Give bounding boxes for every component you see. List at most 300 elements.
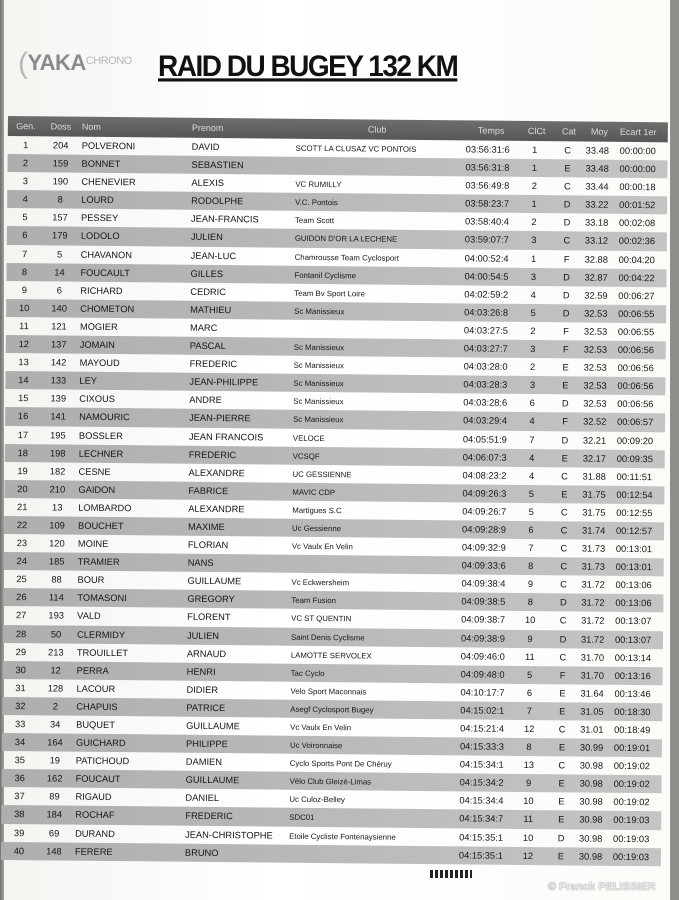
cell-ecart: 00:18:49 — [614, 724, 651, 736]
cell-temps: 04:09:33:6 — [461, 560, 506, 571]
cell-prenom: MATHIEU — [190, 304, 232, 315]
cell-temps: 04:03:28:3 — [463, 379, 508, 391]
cell-doss: 69 — [48, 827, 60, 839]
cell-clc: 6 — [526, 687, 533, 698]
cell-cat: D — [561, 434, 569, 445]
cell-cat: E — [558, 814, 565, 825]
cell-gen: 29 — [15, 646, 27, 657]
cell-ecart: 00:04:20 — [618, 254, 655, 265]
cell-nom: GUICHARD — [75, 737, 126, 749]
cell-nom: CHAPUIS — [76, 701, 118, 712]
cell-clc: 8 — [527, 597, 533, 608]
cell-club: Cyclo Sports Pont De Chéruy — [289, 758, 392, 769]
cell-cat: E — [562, 362, 569, 373]
cell-doss: 19 — [49, 755, 61, 766]
cell-moy: 32.53 — [583, 344, 608, 355]
cell-clc: 7 — [528, 543, 534, 554]
cell-club: Velo Sport Maconnais — [290, 686, 367, 697]
cell-ecart: 00:00:00 — [619, 163, 656, 175]
cell-ecart: 00:13:46 — [614, 688, 651, 700]
cell-temps: 04:09:26:7 — [462, 506, 507, 517]
cell-gen: 2 — [22, 158, 29, 169]
cell-clc: 1 — [531, 199, 537, 210]
cell-nom: CHOMETON — [80, 303, 135, 315]
cell-prenom: FREDERIC — [188, 449, 237, 460]
cell-clc: 3 — [531, 235, 537, 246]
cell-gen: 22 — [16, 520, 28, 531]
cell-clc: 5 — [528, 506, 534, 517]
cell-gen: 1 — [23, 140, 29, 151]
cell-cat: C — [560, 561, 568, 572]
results-table — [1, 116, 668, 866]
cell-prenom: DAVID — [191, 141, 220, 153]
cell-gen: 26 — [16, 592, 27, 603]
cell-temps: 04:15:34:7 — [459, 813, 504, 825]
header-clct: ClCt — [527, 125, 546, 137]
cell-ecart: 00:19:02 — [613, 779, 650, 790]
cell-club: Sc Manissieux — [293, 415, 344, 425]
cell-doss: 88 — [51, 574, 62, 585]
header-cat: Cat — [561, 126, 576, 137]
cell-prenom: FLORENT — [187, 612, 231, 623]
cell-temps: 04:02:59:2 — [464, 289, 509, 300]
cell-moy: 33.18 — [584, 217, 609, 229]
cell-gen: 18 — [17, 447, 28, 458]
cell-temps: 04:15:02:1 — [460, 705, 505, 716]
cell-nom: LACOUR — [76, 683, 116, 694]
cell-prenom: FABRICE — [188, 485, 229, 496]
cell-moy: 31.73 — [581, 561, 606, 572]
cell-nom: TRAMIER — [77, 556, 120, 568]
cell-nom: LOURD — [81, 194, 114, 206]
cell-cat: C — [564, 145, 572, 156]
cell-moy: 31.05 — [580, 706, 604, 717]
cell-gen: 20 — [17, 483, 28, 494]
cell-gen: 24 — [16, 556, 27, 567]
cell-prenom: GUILLAUME — [187, 575, 242, 587]
cell-doss: 137 — [50, 339, 67, 350]
cell-club: Vc Vaulx En Velin — [290, 722, 352, 733]
cell-gen: 3 — [22, 176, 28, 187]
cell-cat: F — [562, 416, 568, 427]
cell-ecart: 00:13:06 — [615, 580, 652, 591]
cell-clc: 2 — [530, 325, 536, 337]
cell-nom: BUQUET — [76, 719, 115, 731]
cell-nom: BOSSLER — [78, 430, 123, 441]
cell-clc: 1 — [531, 253, 537, 264]
cell-nom: LOMBARDO — [78, 502, 132, 514]
cell-club: Uc Culoz-Belley — [289, 795, 345, 805]
cell-moy: 31.01 — [580, 724, 604, 735]
cell-clc: 3 — [530, 271, 537, 282]
cell-clc: 9 — [527, 579, 534, 590]
cell-cat: D — [559, 633, 567, 644]
cell-cat: D — [559, 597, 567, 608]
cell-prenom: PASCAL — [189, 340, 226, 352]
cell-moy: 33.48 — [585, 145, 610, 156]
cell-moy: 31.64 — [580, 688, 604, 699]
cell-cat: F — [562, 344, 569, 355]
cell-temps: 04:09:26:3 — [462, 488, 507, 499]
cell-temps: 04:15:34:4 — [459, 795, 504, 807]
cell-prenom: RODOLPHE — [191, 196, 244, 207]
cell-gen: 33 — [14, 719, 26, 730]
cell-gen: 25 — [16, 574, 27, 585]
cell-club: Sc Manissieux — [293, 378, 344, 389]
cell-doss: 128 — [47, 683, 64, 694]
cell-club: Sc Manissieux — [293, 360, 344, 371]
cell-temps: 04:09:38:7 — [461, 614, 506, 626]
cell-gen: 37 — [14, 791, 25, 802]
cell-gen: 10 — [18, 302, 30, 314]
cell-nom: BONNET — [81, 158, 121, 170]
cell-cat: E — [558, 742, 566, 753]
cell-cat: E — [558, 778, 565, 789]
cell-nom: PESSEY — [80, 213, 119, 224]
cell-doss: 157 — [52, 212, 68, 223]
cell-cat: E — [558, 796, 565, 807]
cell-clc: 3 — [530, 344, 536, 355]
cell-club: MAVIC CDP — [292, 487, 336, 497]
cell-ecart: 00:13:16 — [614, 670, 651, 681]
header-temps: Temps — [477, 125, 505, 136]
cell-gen: 28 — [15, 628, 27, 639]
cell-prenom: GUILLAUME — [186, 720, 240, 732]
cell-moy: 30.98 — [579, 814, 603, 826]
cell-prenom: BRUNO — [184, 847, 219, 858]
cell-club: Saint Denis Cyclisme — [290, 632, 365, 642]
cell-nom: GAIDON — [78, 484, 116, 495]
cell-cat: C — [558, 724, 566, 735]
cell-clc: 3 — [529, 380, 536, 391]
cell-gen: 21 — [17, 501, 28, 513]
cell-club: Uc Voironnaise — [289, 740, 343, 751]
cell-prenom: CEDRIC — [190, 286, 227, 297]
cell-clc: 11 — [524, 651, 535, 662]
cell-cat: F — [559, 670, 566, 681]
cell-doss: 182 — [49, 466, 66, 477]
cell-doss: 142 — [50, 357, 67, 368]
cell-club: Sc Manissieux — [293, 397, 344, 407]
cell-temps: 04:09:38:9 — [460, 632, 506, 644]
cell-prenom: FLORIAN — [187, 539, 229, 551]
cell-clc: 11 — [523, 814, 534, 825]
cell-prenom: ARNAUD — [186, 648, 227, 659]
cell-ecart: 00:09:20 — [616, 435, 654, 446]
cell-nom: MOINE — [77, 538, 109, 550]
header-gen: Gen. — [16, 121, 36, 132]
cell-prenom: JEAN-FRANCIS — [190, 214, 259, 225]
cell-nom: CHAVANON — [80, 249, 133, 260]
cell-moy: 30.98 — [579, 760, 604, 771]
cell-doss: 34 — [49, 719, 61, 730]
cell-clc: 12 — [523, 723, 535, 735]
header-ecart: Ecart 1er — [619, 126, 657, 138]
cell-ecart: 00:18:30 — [614, 706, 651, 718]
cell-cat: F — [563, 326, 569, 337]
cell-temps: 04:15:34:2 — [459, 777, 504, 789]
cell-doss: 5 — [57, 249, 63, 260]
cell-nom: BOUCHET — [78, 520, 124, 532]
cell-doss: 159 — [52, 158, 69, 169]
cell-ecart: 00:19:02 — [613, 797, 650, 808]
cell-prenom: ALEXANDRE — [188, 467, 245, 478]
cell-gen: 30 — [15, 664, 26, 675]
cell-moy: 33.48 — [585, 163, 609, 174]
cell-moy: 33.12 — [584, 236, 609, 247]
cell-moy: 32.53 — [584, 308, 608, 319]
cell-clc: 4 — [530, 289, 536, 300]
cell-cat: E — [557, 850, 565, 862]
logo-subtext: CHRONO — [85, 55, 132, 67]
cell-cat: C — [558, 760, 566, 771]
cell-doss: 210 — [49, 484, 66, 495]
cell-nom: FOUCAULT — [80, 267, 130, 278]
cell-club: VCSQF — [292, 451, 320, 461]
cell-ecart: 00:19:03 — [612, 851, 650, 862]
cell-doss: 179 — [52, 230, 68, 242]
cell-club: VC RUMILLY — [295, 179, 342, 190]
cell-clc: 8 — [528, 561, 534, 572]
cell-prenom: FREDERIC — [185, 811, 233, 822]
cell-prenom: JEAN-PIERRE — [189, 413, 251, 424]
cell-cat: C — [563, 235, 571, 246]
cell-doss: 6 — [56, 285, 62, 296]
cell-cat: D — [561, 398, 569, 409]
cell-clc: 10 — [524, 615, 536, 626]
cell-nom: CESNE — [78, 466, 111, 477]
cell-nom: FERERE — [74, 846, 113, 857]
cell-gen: 4 — [22, 194, 28, 205]
cell-temps: 03:58:40:4 — [464, 216, 510, 228]
cell-temps: 04:09:38:4 — [461, 578, 506, 590]
cell-moy: 30.98 — [579, 833, 603, 844]
cell-doss: 213 — [48, 647, 64, 658]
cell-prenom: MARC — [189, 322, 218, 333]
cell-cat: D — [562, 308, 570, 319]
cell-nom: DURAND — [75, 828, 115, 839]
cell-temps: 04:03:29:4 — [463, 415, 508, 427]
cell-temps: 04:08:23:2 — [462, 470, 507, 481]
cell-prenom: HENRI — [186, 666, 216, 677]
cell-gen: 17 — [17, 429, 29, 440]
cell-gen: 19 — [17, 465, 28, 476]
cell-clc: 1 — [532, 145, 538, 156]
cell-ecart: 00:12:55 — [616, 507, 653, 519]
page-title: RAID DU BUGEY 132 KM — [158, 50, 458, 83]
cell-nom: POLVERONI — [81, 140, 136, 152]
cell-club: V.C. Pontois — [295, 198, 338, 208]
cell-cat: C — [559, 651, 567, 663]
cell-prenom: DAMIEN — [185, 756, 223, 768]
cell-moy: 30.98 — [578, 851, 603, 862]
cell-clc: 5 — [530, 307, 536, 318]
cell-gen: 39 — [13, 827, 25, 838]
cell-prenom: ALEXIS — [191, 177, 224, 189]
cell-moy: 32.53 — [583, 380, 607, 391]
cell-cat: C — [563, 181, 571, 192]
cell-doss: 184 — [46, 809, 63, 821]
cell-temps: 04:00:52:4 — [464, 252, 509, 264]
cell-club: Vc Vaulx En Velin — [291, 541, 353, 552]
cell-ecart: 00:06:55 — [618, 308, 655, 320]
cell-clc: 8 — [526, 742, 532, 753]
table-body — [1, 136, 668, 866]
cell-ecart: 00:12:57 — [615, 525, 653, 537]
header-moy: Moy — [590, 126, 608, 137]
cell-clc: 1 — [531, 163, 538, 174]
cell-moy: 33.44 — [585, 181, 609, 192]
cell-clc: 9 — [527, 633, 533, 644]
cell-prenom: PATRICE — [186, 702, 226, 714]
cell-gen: 13 — [18, 357, 29, 368]
cell-club: SCOTT LA CLUSAZ VC PONTOIS — [295, 143, 417, 154]
cell-ecart: 00:11:51 — [616, 471, 653, 482]
cell-temps: 03:59:07:7 — [464, 234, 509, 246]
cell-temps: 04:15:33:3 — [459, 741, 504, 752]
cell-nom: CIXOUS — [79, 394, 115, 405]
yakachrono-logo: ($YAKA^{CHRONO}$ — [18, 47, 132, 80]
cell-temps: 03:58:23:7 — [465, 198, 510, 210]
cell-doss: 204 — [52, 140, 69, 151]
cell-nom: VALD — [77, 611, 101, 622]
cell-clc: 4 — [529, 452, 535, 463]
header-prenom: Prenom — [191, 122, 224, 134]
cell-moy: 30.98 — [579, 796, 603, 808]
cell-temps: 03:56:31:8 — [465, 162, 510, 173]
cell-cat: C — [561, 471, 568, 482]
cell-ecart: 00:06:56 — [617, 362, 654, 374]
cell-gen: 16 — [17, 411, 29, 422]
cell-prenom: GREGORY — [187, 594, 235, 605]
cell-clc: 7 — [529, 434, 535, 445]
logo-text: YAKA — [27, 50, 86, 75]
cell-gen: 12 — [18, 339, 30, 350]
cell-doss: 185 — [48, 556, 65, 567]
cell-cat: C — [559, 615, 567, 626]
cell-clc: 10 — [523, 796, 534, 807]
cell-ecart: 00:19:01 — [613, 742, 651, 754]
cell-cat: D — [562, 290, 570, 301]
cell-cat: F — [563, 253, 570, 264]
cell-ecart: 00:13:07 — [614, 634, 652, 645]
cell-club: Etoile Cycliste Fontenaysienne — [289, 831, 396, 842]
cell-nom: LECHNER — [78, 448, 124, 459]
cell-ecart: 00:00:18 — [619, 182, 656, 193]
cell-doss: 114 — [48, 592, 64, 603]
cell-ecart: 00:06:56 — [617, 344, 655, 356]
cell-club: Vélo Club Gleizé-Limas — [289, 777, 372, 787]
cell-temps: 04:09:48:0 — [460, 669, 505, 680]
cell-doss: 120 — [49, 538, 65, 549]
cell-doss: 148 — [46, 846, 62, 857]
cell-prenom: JEAN-PHILIPPE — [189, 376, 259, 388]
cell-moy: 32.53 — [583, 326, 608, 337]
cell-nom: RIGAUD — [75, 792, 112, 803]
cell-temps: 04:06:07:3 — [462, 451, 507, 463]
cell-moy: 30.99 — [579, 742, 604, 753]
cell-prenom: JEAN FRANCOIS — [188, 431, 264, 442]
cell-clc: 4 — [529, 416, 535, 427]
cell-nom: LEY — [79, 375, 98, 387]
cell-cat: D — [563, 271, 570, 283]
cell-prenom: GUILLAUME — [185, 775, 240, 786]
cell-moy: 31.74 — [581, 525, 606, 536]
cell-gen: 8 — [21, 266, 28, 277]
cell-ecart: 00:13:14 — [614, 652, 652, 663]
cell-moy: 33.22 — [585, 199, 609, 211]
cell-club: GUIDON D'OR LA LECHENE — [294, 234, 398, 245]
cell-prenom: PHILIPPE — [185, 738, 228, 750]
cell-moy: 32.52 — [583, 416, 607, 428]
cell-gen: 6 — [22, 230, 28, 241]
cell-moy: 31.72 — [580, 634, 605, 645]
cell-moy: 31.70 — [580, 670, 604, 681]
cell-temps: 04:09:38:5 — [461, 596, 506, 608]
cell-prenom: JULIEN — [186, 630, 220, 641]
cell-ecart: 00:13:07 — [615, 616, 652, 627]
cell-club: VC ST QUENTIN — [291, 614, 352, 624]
cell-moy: 32.53 — [583, 398, 607, 410]
cell-cat: C — [560, 507, 568, 518]
cell-club: Uc Gessienne — [292, 523, 342, 534]
cell-temps: 03:56:31:6 — [465, 144, 510, 155]
cell-temps: 04:05:51:9 — [462, 433, 507, 445]
cell-nom: NAMOURIC — [79, 412, 130, 423]
cell-clc: 6 — [528, 524, 534, 536]
cell-ecart: 00:12:54 — [616, 489, 653, 500]
cell-gen: 5 — [22, 212, 28, 223]
cell-club: Fontanil Cyclisme — [294, 270, 357, 281]
cell-prenom: ALEXANDRE — [188, 503, 245, 515]
cell-doss: 140 — [51, 303, 67, 314]
cell-temps: 04:10:17:7 — [460, 687, 505, 698]
cell-doss: 141 — [50, 411, 66, 422]
cell-prenom: JEAN-LUC — [190, 250, 237, 261]
cell-clc: 12 — [522, 850, 534, 861]
cell-club: SDC01 — [289, 813, 315, 823]
cell-ecart: 00:19:03 — [613, 833, 650, 844]
cell-doss: 13 — [52, 502, 63, 513]
cell-moy: 31.70 — [580, 652, 605, 663]
cell-clc: 7 — [526, 705, 532, 716]
cell-temps: 04:03:27:7 — [463, 343, 508, 354]
cell-ecart: 00:19:03 — [613, 815, 650, 826]
cell-nom: ROCHAF — [75, 810, 115, 821]
cell-temps: 04:15:35:1 — [459, 831, 504, 843]
cell-gen: 40 — [13, 845, 25, 856]
cell-moy: 32.53 — [583, 362, 607, 373]
cell-temps: 04:15:21:4 — [460, 723, 505, 734]
cell-ecart: 00:13:06 — [615, 598, 652, 609]
cell-moy: 32.21 — [582, 435, 607, 446]
cell-nom: RICHARD — [80, 285, 123, 296]
cell-doss: 109 — [49, 520, 65, 531]
header-doss: Doss — [50, 121, 72, 132]
cell-doss: 193 — [48, 610, 65, 621]
cell-moy: 32.87 — [584, 272, 608, 283]
cell-moy: 31.88 — [582, 471, 606, 482]
cell-clc: 2 — [529, 362, 536, 373]
cell-club: VELOCE — [292, 433, 325, 443]
cell-prenom: DANIEL — [185, 793, 220, 804]
cell-nom: FOUCAUT — [75, 773, 121, 785]
header-club: Club — [367, 124, 387, 135]
cell-moy: 30.98 — [579, 778, 603, 790]
cell-doss: 198 — [49, 448, 66, 459]
cell-clc: 6 — [529, 398, 535, 409]
cell-gen: 11 — [19, 321, 29, 332]
